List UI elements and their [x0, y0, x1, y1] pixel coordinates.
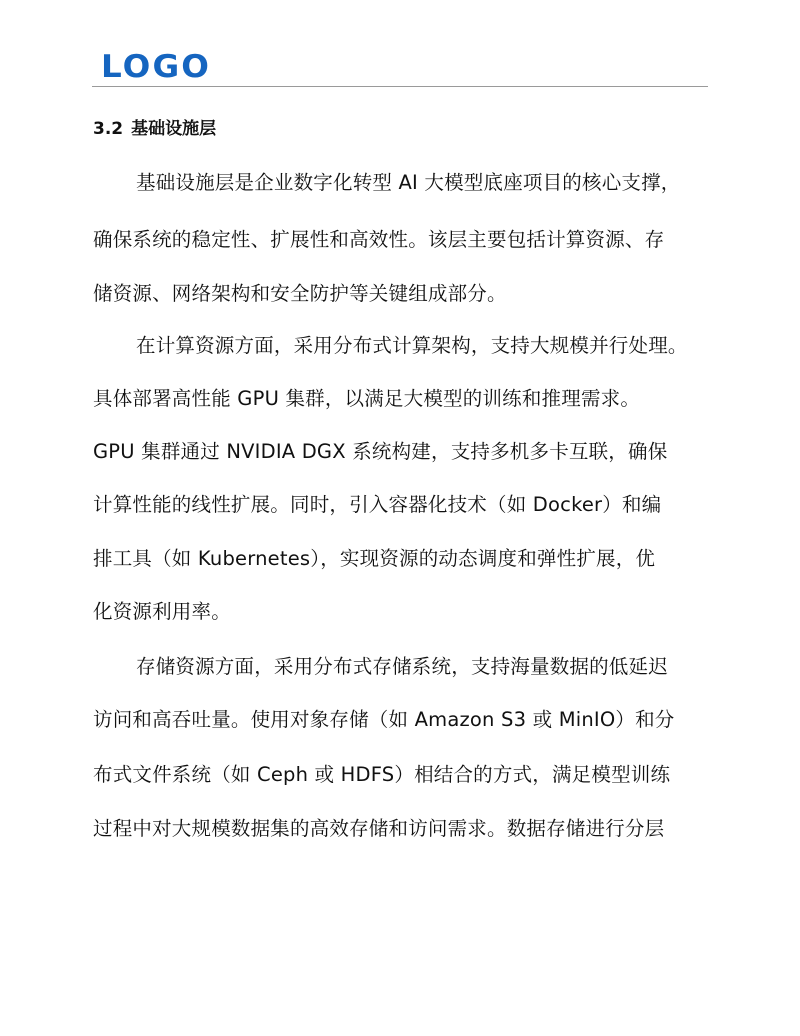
section-number: 3.2: [93, 119, 124, 139]
section-heading: [93, 121, 216, 138]
paragraph-line: 具体部署高性能 GPU 集群，以满足大模型的训练和推理需求。: [93, 387, 641, 410]
paragraph-line: 基础设施层是企业数字化转型 AI 大模型底座项目的核心支撑，: [136, 171, 681, 194]
header-divider: [92, 86, 708, 87]
paragraph-line: 确保系统的稳定性、扩展性和高效性。该层主要包括计算资源、存: [93, 228, 665, 251]
paragraph-line: 在计算资源方面，采用分布式计算架构，支持大规模并行处理。: [136, 334, 688, 357]
paragraph-line: 储资源、网络架构和安全防护等关键组成部分。: [93, 282, 507, 305]
section-title: 基础设施层: [131, 119, 217, 139]
paragraph-line: 排工具（如 Kubernetes），实现资源的动态调度和弹性扩展，优: [93, 547, 656, 570]
paragraph-line: 布式文件系统（如 Ceph 或 HDFS）相结合的方式，满足模型训练: [93, 763, 671, 786]
logo: LOGO: [101, 49, 212, 85]
paragraph-line: GPU 集群通过 NVIDIA DGX 系统构建，支持多机多卡互联，确保: [93, 440, 668, 463]
paragraph-line: 过程中对大规模数据集的高效存储和访问需求。数据存储进行分层: [93, 817, 665, 840]
paragraph-line: 计算性能的线性扩展。同时，引入容器化技术（如 Docker）和编: [93, 493, 662, 516]
paragraph-line: 化资源利用率。: [93, 600, 231, 623]
paragraph-line: 访问和高吞吐量。使用对象存储（如 Amazon S3 或 MinIO）和分: [93, 708, 675, 731]
paragraph-line: 存储资源方面，采用分布式存储系统，支持海量数据的低延迟: [136, 655, 668, 678]
